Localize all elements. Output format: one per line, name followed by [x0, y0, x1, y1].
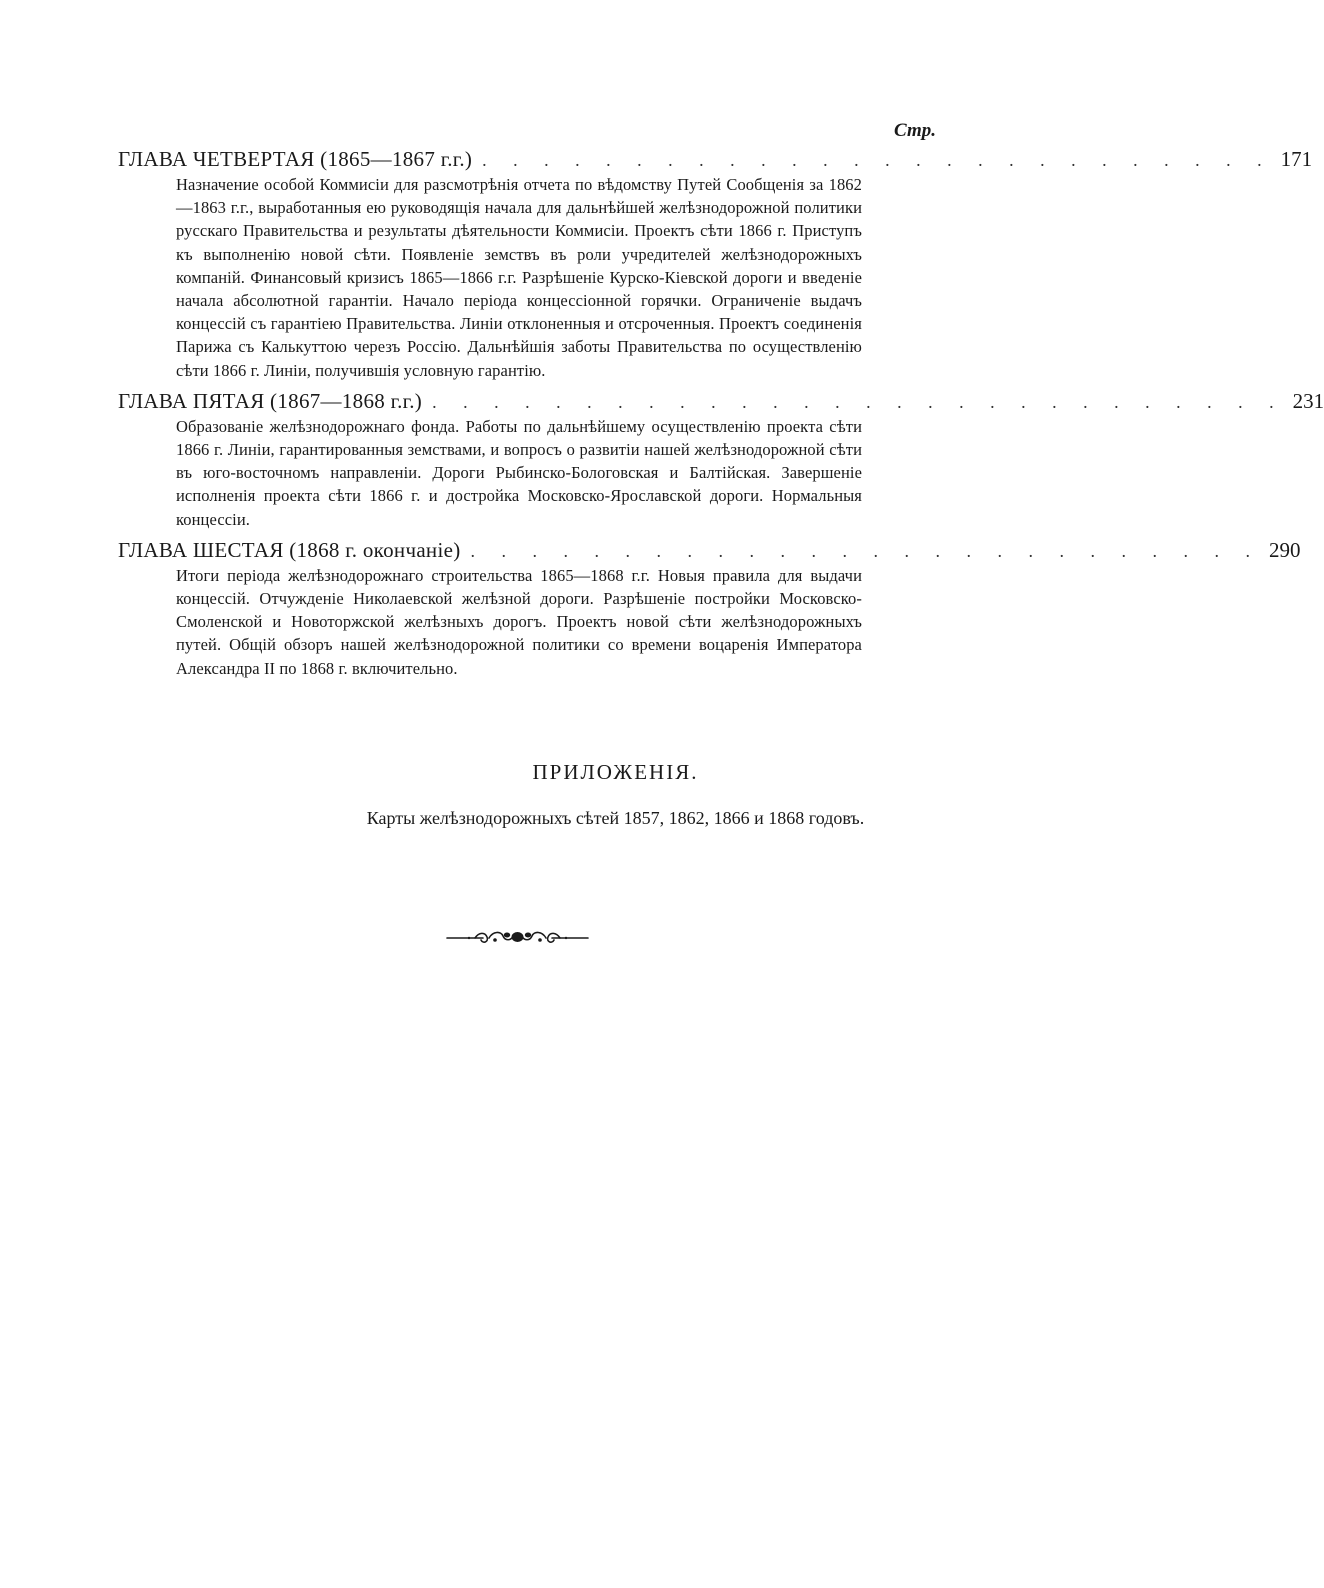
toc-entry-chapter-4: [118, 145, 1313, 382]
page-number: 171: [1280, 147, 1313, 171]
chapter-title: ГЛАВА ПЯТАЯ (1867—1868 г.г.): [118, 388, 423, 413]
dot-leader: . . . . . . . . . . . . . . . . . . . . . . . . . .: [470, 540, 1262, 561]
chapter-title: ГЛАВА ШЕСТАЯ (1868 г. окончаніе): [118, 537, 461, 562]
toc-entry-heading: [118, 145, 1313, 173]
dot-leader: . . . . . . . . . . . . . . . . . . . . . . . . . . . .: [432, 391, 1285, 412]
chapter-summary: Образованіе желѣзнодорожнаго фонда. Работы по дальнѣйшему осуществленію проекта сѣти 1866 г. Линіи, гарантированныя земствами, и вопросъ о развитіи нашей желѣзнодорожной сѣти въ юго-восточномъ направленіи. Дороги Рыбинско-Бологовская и Балтійская. Завершеніе исполненія проекта сѣти 1866 г. и достройка Московско-Ярославской дороги. Нормальныя концессіи.: [176, 416, 862, 529]
decorative-flourish-icon: [445, 926, 590, 948]
page-number: 231: [1292, 388, 1324, 413]
appendix-text: Карты желѣзнодорожныхъ сѣтей 1857, 1862, 1866 и 1868 годовъ.: [366, 808, 865, 828]
page-number: 290: [1269, 537, 1301, 562]
chapter-summary: Назначение особой Коммисіи для разсмотрѣнія отчета по вѣдомству Путей Сообщенія за 1862—1863 г.г., выработанныя ею руководящія начала для дальнѣйшей желѣзнодорожной политики русскаго Правительства и результаты дѣятельности Коммисіи. Проектъ сѣти 1866 г. Приступъ къ выполненію новой сѣти. Появленіе земствъ въ роли учредителей желѣзнодорожныхъ компаній. Финансовый кризисъ 1865—1866 г.г. Разрѣшеніе Курско-Кіевской дороги и введеніе начала абсолютной гарантіи. Начало періода концессіонной горячки. Ограниченіе выдачъ концессій съ гарантіею Правительства. Линіи отклоненныя и отсроченныя. Проектъ соединенія Парижа съ Калькуттою черезъ Россію. Дальнѣйшія заботы Правительства по осуществленію сѣти 1866 г. Линіи, получившія условную гарантію.: [176, 175, 862, 380]
toc-entry-chapter-6: [118, 536, 1301, 680]
appendix-heading: ПРИЛОЖЕНІЯ.: [532, 760, 699, 784]
chapter-summary: Итоги періода желѣзнодорожнаго строительства 1865—1868 г.г. Новыя правила для выдачи концессій. Отчужденіе Николаевской желѣзной дороги. Разрѣшеніе постройки Московско-Смоленской и Новоторжской желѣзныхъ дорогъ. Проектъ новой сѣти желѣзнодорожныхъ путей. Общій обзоръ нашей желѣзнодорожной политики со времени воцаренія Императора Александра II по 1868 г. включительно.: [176, 565, 862, 678]
toc-entry-chapter-5: [118, 387, 1324, 531]
toc-entry-heading: [118, 536, 1301, 564]
chapter-title: ГЛАВА ЧЕТВЕРТАЯ (1865—1867 г.г.): [118, 147, 473, 171]
page-column-label: Стр.: [894, 120, 936, 141]
toc-entry-heading: [118, 387, 1324, 415]
dot-leader: . . . . . . . . . . . . . . . . . . . . . . . . . .: [482, 150, 1273, 170]
table-of-contents: [118, 145, 1324, 685]
